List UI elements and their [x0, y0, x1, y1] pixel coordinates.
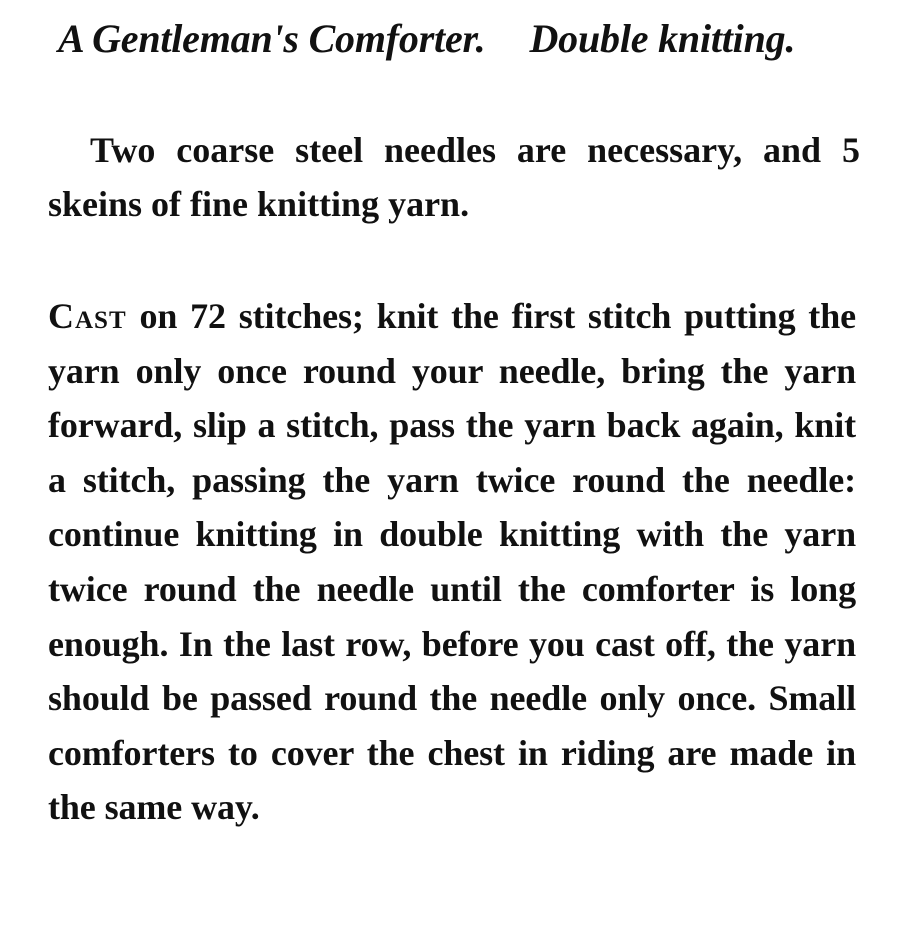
page-subtitle: Double knitting.	[529, 16, 796, 61]
instructions-paragraph	[48, 289, 856, 835]
instructions-text: on 72 stitches; knit the first stitch putting the yarn only once round your needle, bring the yarn forward, slip a stitch, pass the yarn back again, knit a stitch, passing the yarn twice round the needle: continue knitting in double knitting with the yarn twice round the needle until the comforter is long enough. In the last row, before you cast off, the yarn should be passed round the needle only once. Small comforters to cover the chest in riding are made in the same way.	[48, 296, 856, 828]
intro-paragraph	[48, 123, 860, 231]
heading	[58, 14, 858, 64]
page-title: A Gentleman's Comforter.	[58, 16, 486, 61]
lead-word: Cast	[48, 296, 127, 336]
intro-text: Two coarse steel needles are necessary, and 5 skeins of fine knitting yarn.	[48, 130, 860, 224]
